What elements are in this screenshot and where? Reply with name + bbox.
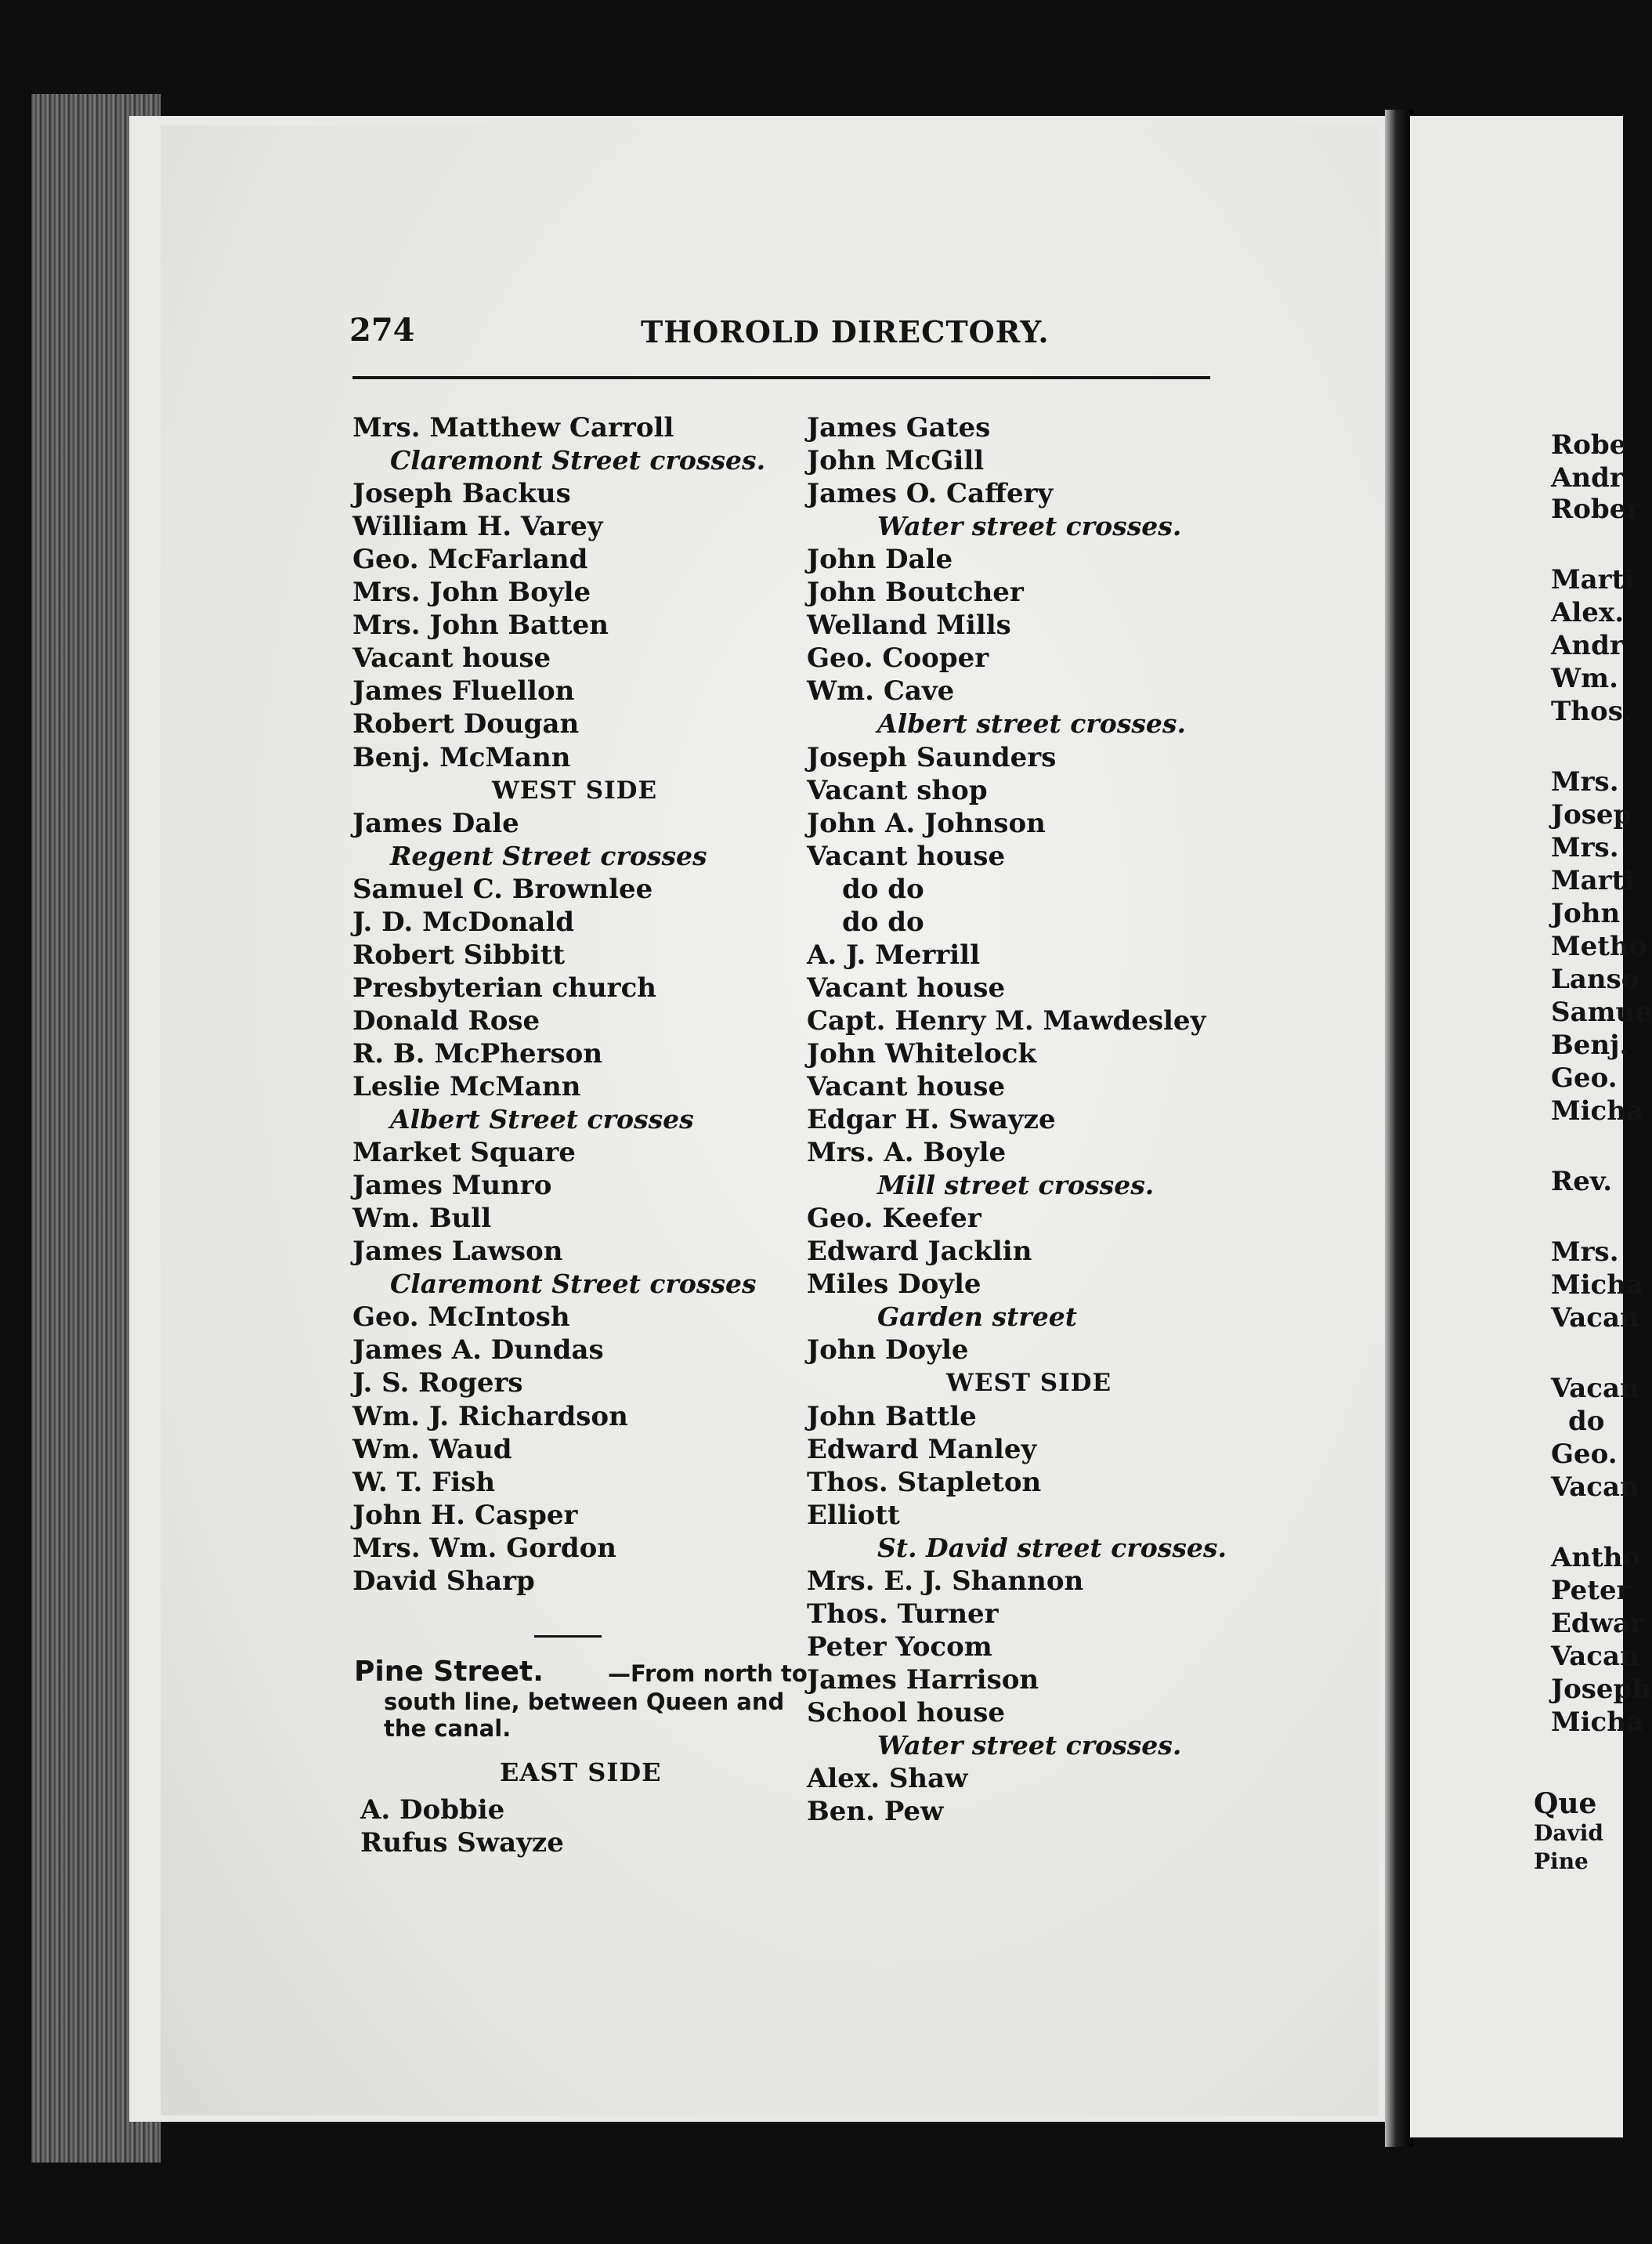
directory-entry: Joseph Saunders — [807, 741, 1057, 773]
next-page-fragment: Rober — [1551, 494, 1641, 525]
next-page-fragment: Lanso — [1551, 964, 1639, 995]
street-description: the canal. — [384, 1715, 512, 1742]
directory-entry: A. Dobbie — [360, 1794, 505, 1826]
directory-entry: Vacant house — [807, 1071, 1006, 1102]
cross-street-note: Garden street — [877, 1301, 1077, 1333]
next-page-fragment: Mrs. — [1551, 766, 1619, 798]
directory-entry: Vacant shop — [807, 774, 988, 806]
header-rule — [352, 376, 1210, 379]
street-heading: Pine Street. — [354, 1656, 544, 1688]
directory-entry: John Doyle — [807, 1334, 969, 1366]
directory-entry: Geo. Cooper — [807, 642, 989, 675]
next-page-fragment: Vacan — [1551, 1373, 1639, 1404]
directory-entry: Geo. McFarland — [352, 544, 588, 576]
cross-street-note: St. David street crosses. — [877, 1532, 1227, 1563]
cross-street-note: Claremont Street crosses. — [390, 445, 766, 476]
ditto-entry: do do — [842, 873, 924, 905]
directory-entry: James Lawson — [352, 1236, 563, 1268]
next-page-fragment: Andr — [1551, 630, 1624, 661]
next-page-fragment: Mrs. — [1551, 1236, 1619, 1268]
cross-street-note: Regent Street crosses — [390, 840, 707, 871]
directory-entry: Benj. McMann — [352, 741, 571, 773]
cross-street-note: Albert Street crosses — [390, 1104, 694, 1135]
next-page-fragment: David — [1534, 1820, 1603, 1846]
next-page-fragment: Pine — [1534, 1848, 1589, 1874]
cross-street-note: Water street crosses. — [877, 1730, 1182, 1761]
next-page-fragment: Josep — [1551, 799, 1632, 831]
directory-entry: Thos. Turner — [807, 1598, 999, 1630]
directory-entry: Mrs. John Boyle — [352, 577, 591, 609]
directory-entry: William H. Varey — [352, 511, 603, 543]
directory-entry: James Fluellon — [352, 675, 575, 708]
section-divider — [534, 1635, 602, 1638]
side-heading: WEST SIDE — [946, 1369, 1112, 1398]
directory-entry: Peter Yocom — [807, 1631, 992, 1663]
next-page-fragment: Vacan — [1551, 1641, 1639, 1672]
directory-entry: James Harrison — [807, 1663, 1039, 1696]
directory-entry: Mrs. A. Boyle — [807, 1137, 1007, 1169]
directory-entry: John Boutcher — [807, 577, 1024, 609]
next-page-fragment: Benj. — [1551, 1030, 1629, 1061]
directory-entry: Ben. Pew — [807, 1796, 944, 1828]
next-page-fragment: Andr — [1551, 462, 1624, 494]
directory-entry: Wm. Bull — [352, 1203, 492, 1235]
directory-entry: School house — [807, 1696, 1005, 1728]
next-page-fragment: Rev. — [1551, 1166, 1613, 1197]
directory-entry: John H. Casper — [352, 1499, 578, 1531]
book-gutter — [1385, 110, 1413, 2147]
street-description: south line, between Queen and — [384, 1688, 785, 1715]
next-page-fragment: Micha — [1551, 1269, 1644, 1301]
next-page-fragment: Geo. — [1551, 1439, 1618, 1470]
next-page-fragment: Alex. — [1551, 597, 1625, 628]
directory-entry: John Whitelock — [807, 1037, 1037, 1070]
next-page-fragment: Thos. — [1551, 696, 1632, 727]
page-number: 274 — [349, 312, 415, 349]
directory-entry: Geo. Keefer — [807, 1203, 981, 1235]
next-page-fragment: Antho — [1551, 1542, 1641, 1573]
left-page-paper — [161, 125, 1379, 2116]
next-page-fragment: Peter — [1551, 1575, 1631, 1606]
directory-entry: Thos. Stapleton — [807, 1466, 1042, 1498]
page-title: THOROLD DIRECTORY. — [641, 314, 1050, 349]
directory-entry: John Battle — [807, 1400, 977, 1432]
directory-entry: Wm. J. Richardson — [352, 1400, 628, 1432]
directory-entry: Wm. Waud — [352, 1433, 512, 1465]
next-page-fragment: Samue — [1551, 997, 1652, 1028]
directory-entry: Vacant house — [352, 642, 551, 675]
directory-entry: Donald Rose — [352, 1004, 540, 1037]
directory-entry: Robert Sibbitt — [352, 939, 566, 971]
directory-entry: Miles Doyle — [807, 1269, 981, 1301]
directory-entry: Vacant house — [807, 972, 1006, 1004]
directory-entry: James Dale — [352, 807, 519, 839]
next-page-fragment: Metho — [1551, 931, 1647, 962]
directory-entry: John McGill — [807, 445, 985, 477]
next-page-fragment: Wm. — [1551, 663, 1618, 694]
directory-entry: Market Square — [352, 1137, 576, 1169]
directory-entry: Leslie McMann — [352, 1071, 581, 1102]
directory-entry: Alex. Shaw — [807, 1763, 968, 1795]
next-page-fragment: Edwar — [1551, 1608, 1644, 1639]
directory-entry: Mrs. John Batten — [352, 610, 609, 642]
directory-entry: Elliott — [807, 1499, 900, 1531]
directory-entry: J. D. McDonald — [352, 906, 575, 938]
directory-entry: Mrs. Matthew Carroll — [352, 412, 674, 443]
directory-entry: W. T. Fish — [352, 1466, 496, 1498]
ditto-entry: do do — [842, 906, 924, 938]
directory-entry: R. B. McPherson — [352, 1037, 603, 1070]
cross-street-note: Water street crosses. — [877, 511, 1182, 542]
directory-entry: Mrs. E. J. Shannon — [807, 1565, 1084, 1597]
directory-entry: James A. Dundas — [352, 1334, 604, 1366]
next-page-fragment: Marti — [1551, 564, 1635, 595]
directory-entry: A. J. Merrill — [807, 939, 981, 971]
cross-street-note: Mill street crosses. — [877, 1170, 1155, 1201]
next-page-fragment: do — [1568, 1406, 1605, 1437]
next-page-fragment: Vacan — [1551, 1471, 1639, 1503]
next-page-fragment: John — [1551, 898, 1621, 929]
directory-entry: John A. Johnson — [807, 807, 1046, 839]
directory-entry: Samuel C. Brownlee — [352, 873, 653, 905]
next-page-fragment: Robe — [1551, 429, 1627, 461]
directory-entry: Mrs. Wm. Gordon — [352, 1532, 616, 1564]
directory-entry: Presbyterian church — [352, 972, 657, 1004]
directory-entry: James Munro — [352, 1170, 552, 1202]
directory-entry: Robert Dougan — [352, 708, 580, 740]
directory-entry: Vacant house — [807, 840, 1006, 872]
next-page-fragment: Mrs. — [1551, 832, 1619, 863]
directory-entry: Wm. Cave — [807, 675, 955, 708]
directory-entry: Capt. Henry M. Mawdesley — [807, 1004, 1206, 1037]
next-page-fragment: Vacan — [1551, 1302, 1639, 1334]
next-page-fragment: Micha — [1551, 1707, 1644, 1738]
next-page-fragment: Que — [1534, 1787, 1597, 1820]
next-page-fragment: Joseph — [1551, 1674, 1652, 1705]
directory-entry: David Sharp — [352, 1565, 535, 1597]
directory-entry: Geo. McIntosh — [352, 1301, 570, 1334]
directory-entry: John Dale — [807, 544, 953, 576]
directory-entry: J. S. Rogers — [352, 1367, 523, 1399]
next-page-fragment: Geo. — [1551, 1062, 1618, 1094]
directory-entry: Edward Jacklin — [807, 1236, 1032, 1268]
directory-entry: James Gates — [807, 412, 991, 443]
directory-entry: Edward Manley — [807, 1433, 1037, 1465]
directory-entry: James O. Caffery — [807, 478, 1054, 510]
directory-entry: Joseph Backus — [352, 478, 571, 510]
street-description: —From north to — [608, 1660, 808, 1687]
side-heading: WEST SIDE — [492, 776, 658, 805]
directory-entry: Welland Mills — [807, 610, 1011, 642]
next-page-fragment: Micha — [1551, 1095, 1644, 1127]
directory-entry: Edgar H. Swayze — [807, 1104, 1056, 1136]
cross-street-note: Albert street crosses. — [877, 708, 1186, 740]
directory-entry: Rufus Swayze — [360, 1827, 564, 1859]
next-page-fragment: Marti — [1551, 865, 1635, 896]
cross-street-note: Claremont Street crosses — [390, 1269, 757, 1300]
side-heading: EAST SIDE — [500, 1757, 662, 1787]
